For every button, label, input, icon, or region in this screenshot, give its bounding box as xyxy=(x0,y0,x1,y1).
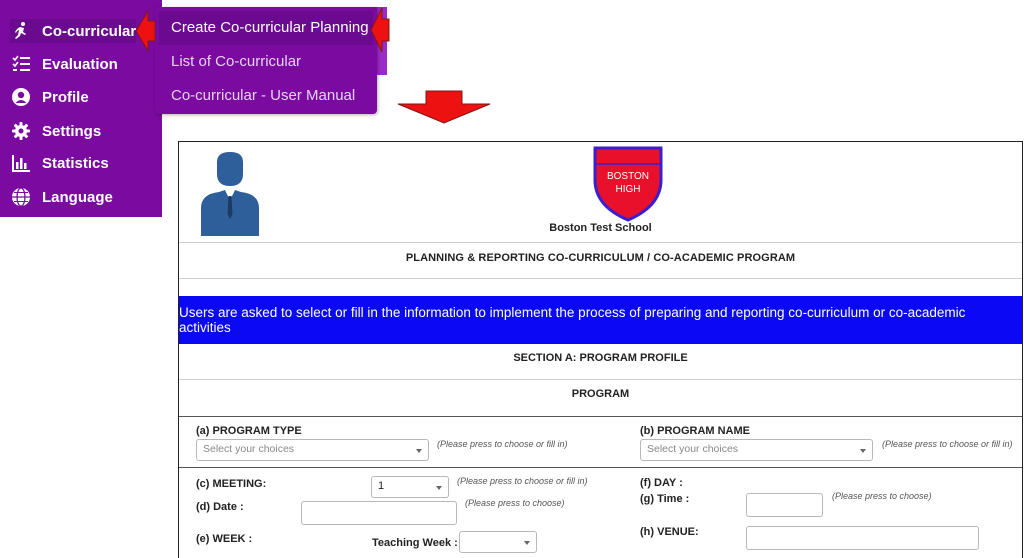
submenu-item-user-manual[interactable]: Co-curricular - User Manual xyxy=(171,87,356,104)
divider xyxy=(179,467,1022,468)
crest-text-line1: BOSTON xyxy=(606,171,650,182)
sidebar-item-evaluation[interactable] xyxy=(10,52,118,76)
bar-chart-icon xyxy=(10,153,32,173)
venue-label: (h) VENUE: xyxy=(640,526,699,538)
crest-text-line2: HIGH xyxy=(615,184,641,195)
divider xyxy=(179,242,1022,243)
sidebar-item-label: Evaluation xyxy=(42,55,118,73)
user-circle-icon xyxy=(10,87,32,107)
sidebar-item-label: Settings xyxy=(42,122,102,140)
program-type-hint: (Please press to choose or fill in) xyxy=(437,439,568,449)
gear-icon xyxy=(10,121,32,141)
meeting-label: (c) MEETING: xyxy=(196,478,267,490)
instruction-banner: Users are asked to select or fill in the information to implement the process of preparing and reporting co-curriculum or co-academic activities xyxy=(179,296,1022,344)
sidebar-item-co-curricular[interactable] xyxy=(10,19,136,43)
school-crest-logo xyxy=(591,144,665,222)
date-input[interactable] xyxy=(301,501,457,525)
globe-icon xyxy=(10,187,32,207)
meeting-value: 1 xyxy=(378,480,385,492)
running-icon xyxy=(10,21,32,41)
submenu-item-list[interactable]: List of Co-curricular xyxy=(171,53,302,70)
sidebar-item-profile[interactable] xyxy=(10,85,89,109)
teaching-week-select[interactable] xyxy=(459,531,537,553)
teaching-week-label: Teaching Week : xyxy=(372,537,458,549)
time-input[interactable] xyxy=(746,493,823,517)
venue-input[interactable] xyxy=(746,526,979,550)
submenu-item-create-planning[interactable]: Create Co-curricular Planning xyxy=(159,11,373,45)
divider xyxy=(179,379,1022,380)
sidebar-item-statistics[interactable] xyxy=(10,151,109,175)
section-a-title: SECTION A: PROGRAM PROFILE xyxy=(513,352,688,364)
sidebar-item-label: Language xyxy=(42,188,113,206)
left-pointer-arrow-icon xyxy=(134,6,156,56)
program-type-label: (a) PROGRAM TYPE xyxy=(196,425,302,437)
planning-form-panel xyxy=(178,141,1023,558)
sidebar-item-label: Profile xyxy=(42,88,89,106)
divider xyxy=(179,278,1022,279)
meeting-hint: (Please press to choose or fill in) xyxy=(457,476,588,486)
chevron-down-icon xyxy=(436,486,442,490)
meeting-select[interactable] xyxy=(371,476,449,498)
left-pointer-arrow-icon xyxy=(370,4,390,56)
program-name-select[interactable] xyxy=(640,439,873,461)
divider xyxy=(179,416,1022,417)
program-type-placeholder: Select your choices xyxy=(203,443,295,455)
chevron-down-icon xyxy=(860,449,866,453)
chevron-down-icon xyxy=(416,449,422,453)
checklist-icon xyxy=(10,54,32,74)
co-curricular-submenu xyxy=(155,7,377,114)
sidebar-item-language[interactable] xyxy=(10,185,113,209)
week-label: (e) WEEK : xyxy=(196,533,253,545)
chevron-down-icon xyxy=(524,541,530,545)
sidebar-item-settings[interactable] xyxy=(10,119,101,143)
program-name-placeholder: Select your choices xyxy=(647,443,739,455)
day-label: (f) DAY : xyxy=(640,477,683,489)
page-title: PLANNING & REPORTING CO-CURRICULUM / CO-ACADEMIC PROGRAM xyxy=(405,252,796,264)
program-name-label: (b) PROGRAM NAME xyxy=(640,425,750,437)
time-hint: (Please press to choose) xyxy=(832,491,932,501)
program-heading: PROGRAM xyxy=(571,388,630,400)
date-hint: (Please press to choose) xyxy=(465,498,565,508)
school-name: Boston Test School xyxy=(549,222,652,234)
sidebar-item-label: Co-curricular xyxy=(42,22,137,40)
program-type-select[interactable] xyxy=(196,439,429,461)
program-name-hint: (Please press to choose or fill in) xyxy=(882,439,1013,449)
date-label: (d) Date : xyxy=(196,501,244,513)
time-label: (g) Time : xyxy=(640,493,690,505)
down-pointer-arrow-icon xyxy=(396,90,492,124)
sidebar-item-label: Statistics xyxy=(42,154,109,172)
